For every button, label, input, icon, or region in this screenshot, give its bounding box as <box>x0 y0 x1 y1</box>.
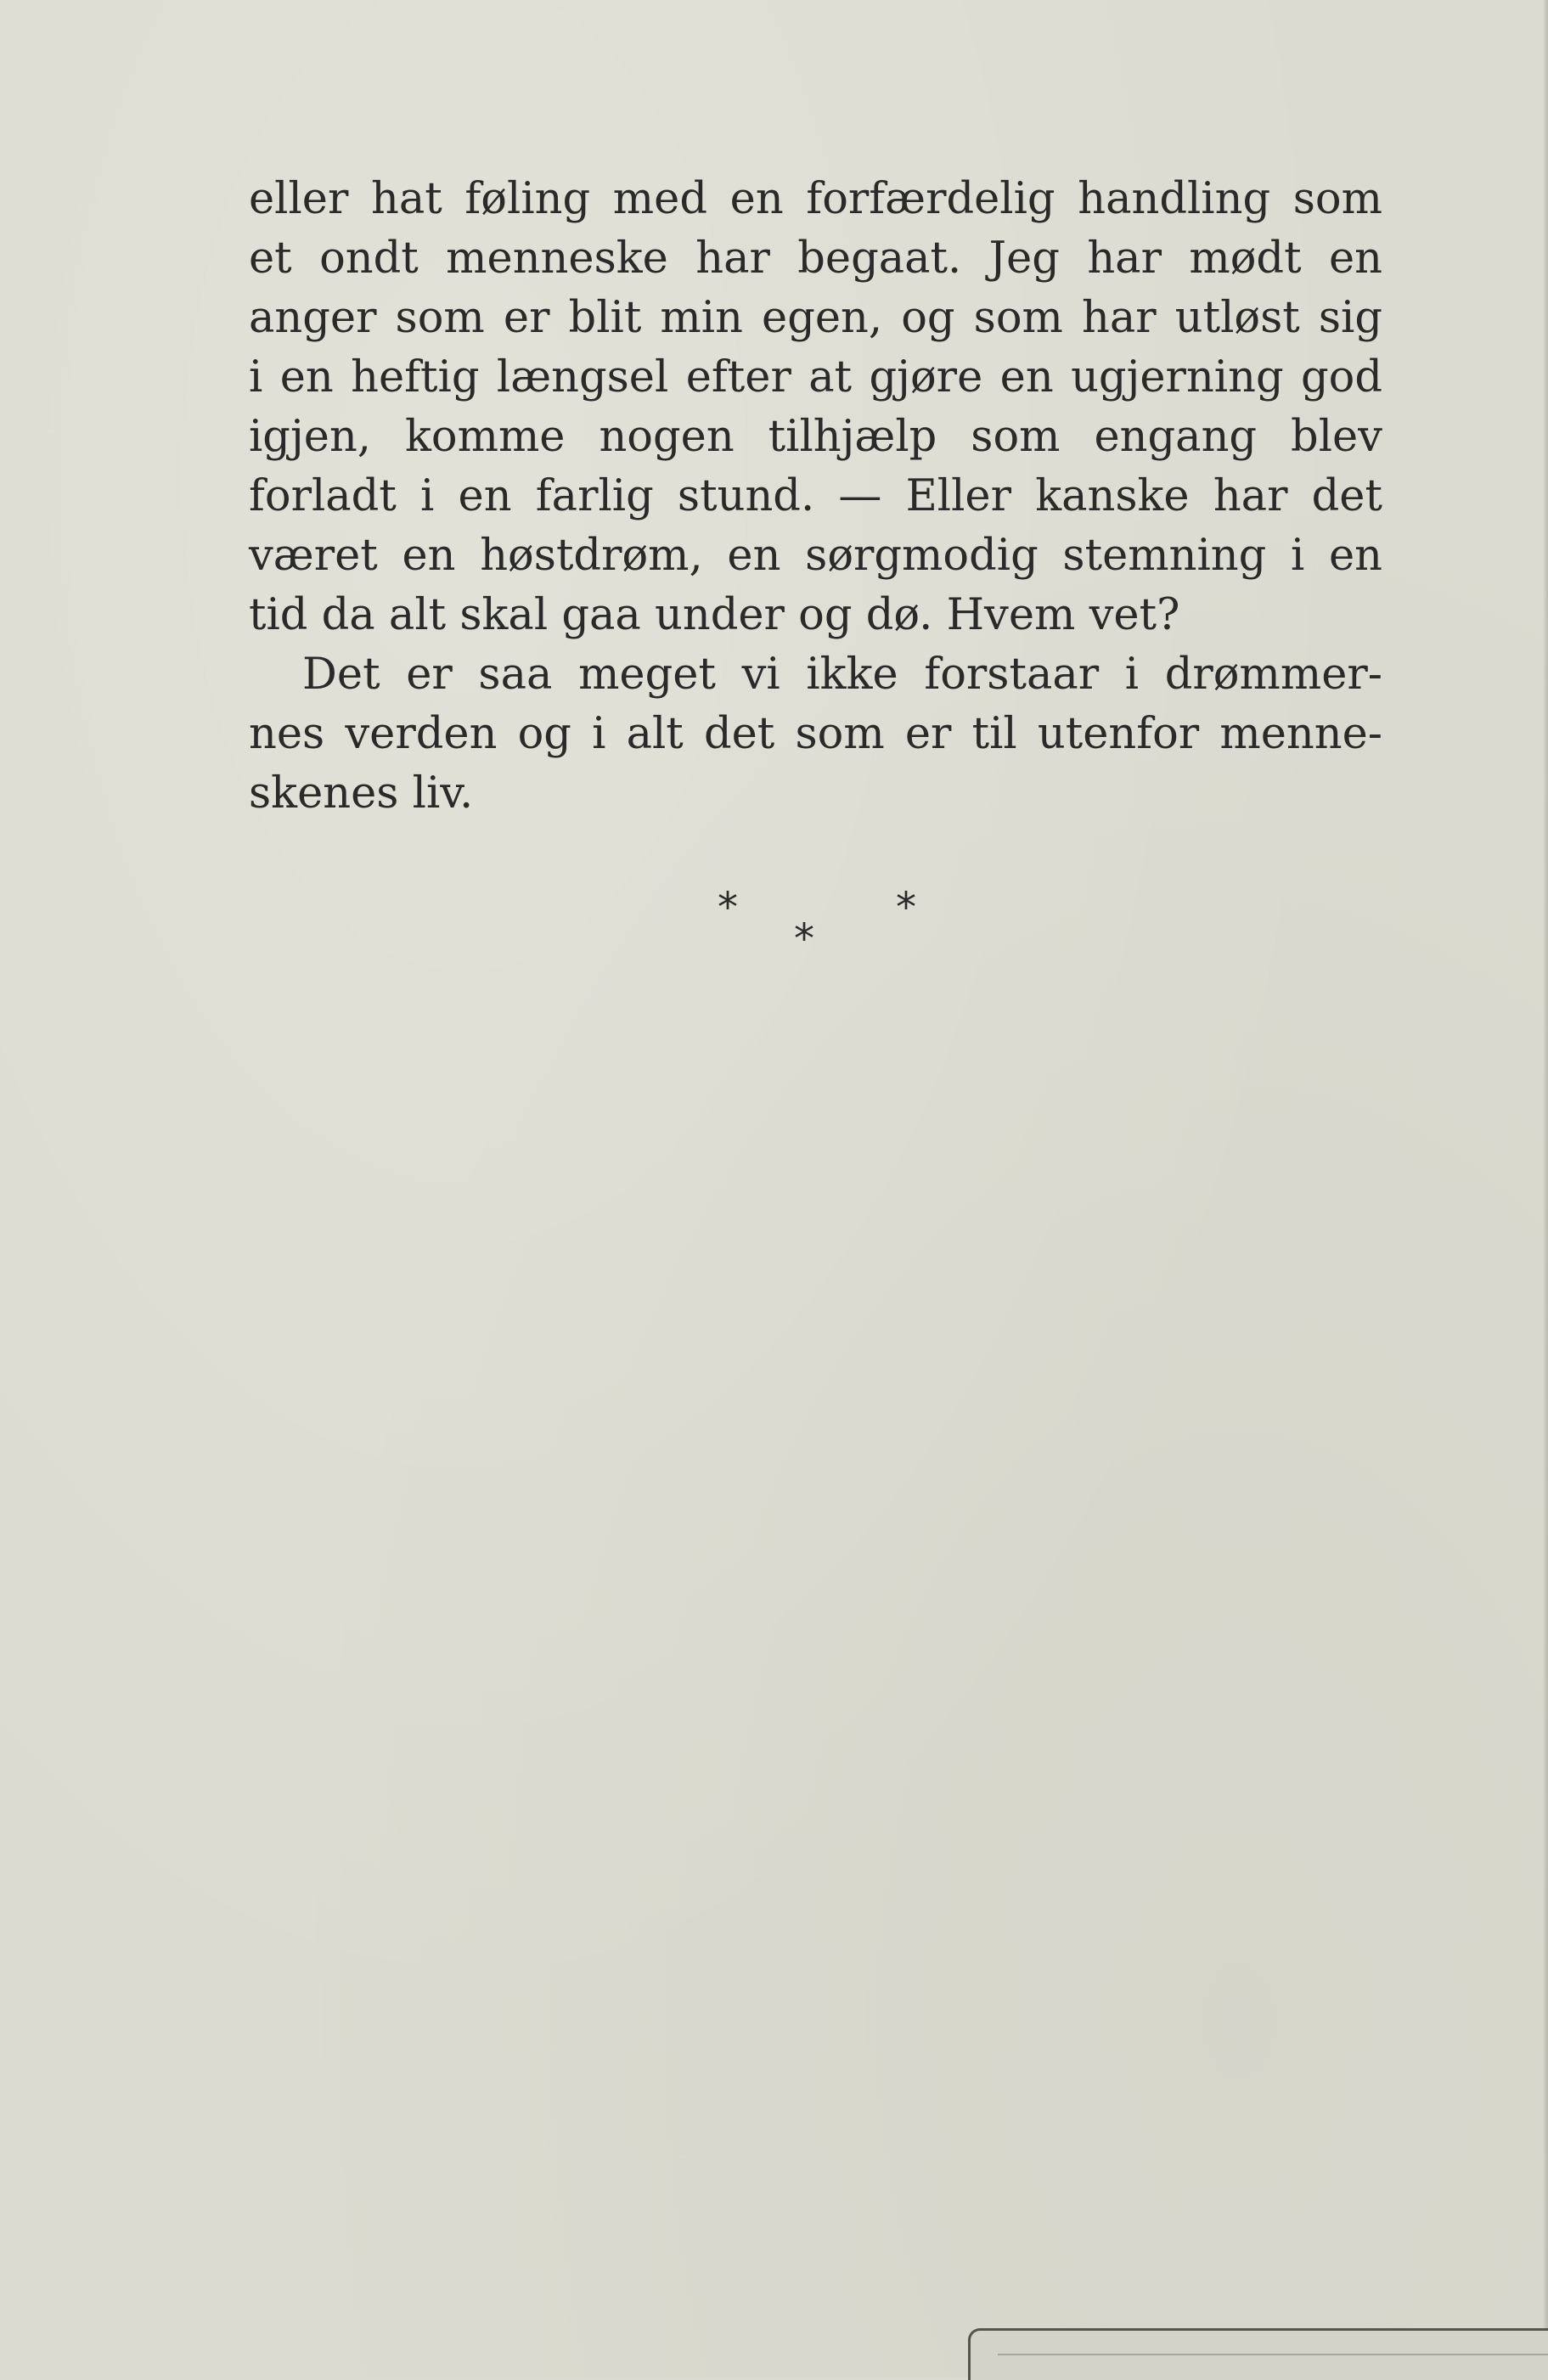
text-line: været en høstdrøm, en sørgmodig stemning i en <box>249 531 1382 581</box>
paragraph-start-line: Det er saa meget vi ikke forstaar i drømmer- <box>302 650 1382 700</box>
text-line: i en heftig længsel efter at gjøre en ugjerning god <box>249 352 1382 402</box>
asterism-star: * <box>718 884 738 931</box>
binding-tab-line <box>998 2354 1548 2355</box>
text-line: igjen, komme nogen tilhjælp som engang blev <box>249 412 1382 462</box>
text-line: nes verden og i alt det som er til utenfor menne- <box>249 709 1382 759</box>
text-line: forladt i en farlig stund. — Eller kanske har det <box>249 471 1382 521</box>
asterism-star: * <box>794 915 814 963</box>
text-line: eller hat føling med en forfærdelig handling som <box>249 174 1382 224</box>
paragraph-end-line: skenes liv. <box>249 768 474 819</box>
text-line: et ondt menneske har begaat. Jeg har mødt en <box>249 233 1382 284</box>
asterism-star: * <box>896 884 916 931</box>
paragraph-end-line: tid da alt skal gaa under og dø. Hvem vet? <box>249 590 1180 640</box>
body-text <box>249 170 1382 824</box>
page-edge-shadow <box>1543 0 1548 2377</box>
text-line: anger som er blit min egen, og som har utløst sig <box>249 293 1382 343</box>
